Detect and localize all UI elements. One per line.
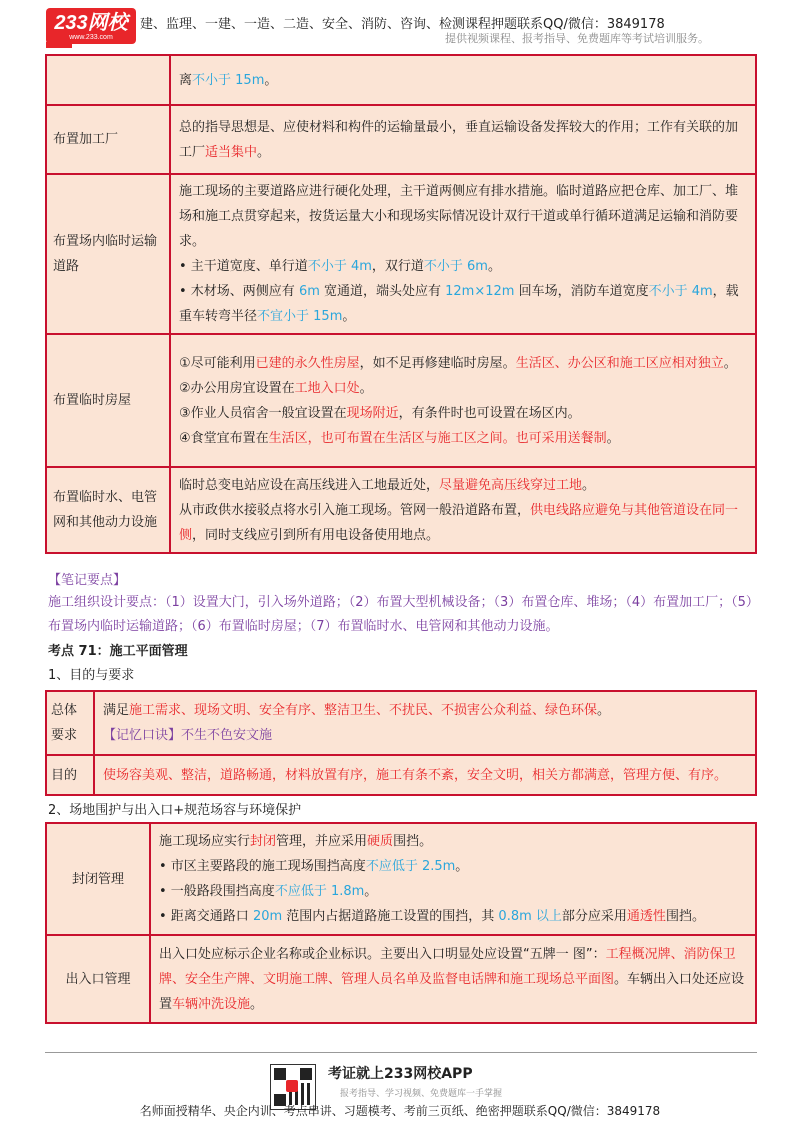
text-segment: 。 — [250, 996, 264, 1012]
footer-app-subtitle: 报考指导、学习视频、免费题库一手掌握 — [340, 1089, 503, 1099]
highlighted-text: 6m — [298, 284, 320, 299]
footer-contact: 名师面授精华、央企内训、考点串讲、习题模考、考前三页纸、绝密押题联系QQ/微信：3849178 — [139, 1104, 661, 1118]
text-segment: 。 — [723, 355, 737, 371]
text-segment: ，如不足再修建临时房屋。 — [359, 355, 516, 371]
brand-logo: 233网校 www.233.com — [46, 8, 136, 44]
highlighted-text: 不宜小于 15m — [257, 309, 343, 324]
content-line — [179, 376, 745, 401]
footer-divider — [45, 1052, 757, 1053]
text-segment: ③作业人员宿舍一般宜设置在 — [179, 405, 347, 421]
highlighted-text: 不小于 4m — [307, 259, 372, 274]
text-segment: 。 — [582, 477, 596, 493]
text-segment: 临时总变电站应设在高压线进入工地最近处， — [179, 477, 440, 493]
text-segment: 满足 — [103, 703, 130, 718]
header-contact-line: 建、监理、一建、一造、二造、安全、消防、咨询、检测课程押题联系QQ/微信：3849178 — [140, 17, 665, 32]
content-line — [159, 879, 745, 904]
subsection-title: 2、场地围护与出入口+规范场容与环境保护 — [48, 803, 302, 818]
highlighted-text: 生活区、办公区和施工区应相对独立 — [515, 355, 724, 371]
logo-accent — [46, 42, 72, 48]
highlighted-text: 封闭 — [250, 834, 277, 849]
table-row — [46, 174, 756, 334]
content-line — [179, 179, 745, 254]
row-label: 布置临时房屋 — [46, 334, 170, 467]
table-row — [46, 755, 756, 795]
row-label: 总体要求 — [46, 691, 94, 755]
content-line — [179, 401, 745, 426]
row-label: 布置加工厂 — [46, 105, 170, 174]
text-segment: 。 — [342, 309, 356, 324]
text-segment: • 主干道宽度、单行道 — [179, 259, 308, 274]
text-segment: • 市区主要路段的施工现场围挡高度 — [159, 859, 366, 874]
text-segment: ，载重车转弯半径 — [179, 284, 739, 324]
text-segment: 离 — [179, 72, 193, 88]
text-segment: ，同时支线应引到所有用电设备使用地点。 — [192, 527, 440, 543]
highlighted-text: 不小于 15m — [192, 72, 265, 88]
content-line — [159, 829, 745, 854]
row-content — [170, 334, 756, 467]
content-line — [179, 351, 745, 376]
footer-app-title: 考证就上233网校APP — [328, 1066, 473, 1082]
row-label: 目的 — [46, 755, 94, 795]
row-label: 布置场内临时运输道路 — [46, 174, 170, 334]
text-segment: 施工现场应实行 — [159, 834, 251, 849]
row-content — [94, 755, 756, 795]
site-enclosure-table — [45, 822, 757, 1024]
table-row — [46, 691, 756, 755]
highlighted-text: 不小于 6m — [423, 259, 488, 274]
highlighted-text: 不应低于 2.5m — [365, 859, 456, 874]
content-line — [179, 498, 745, 548]
content-line — [179, 426, 745, 451]
notes-text: 施工组织设计要点：（1）设置大门，引入场外道路；（2）布置大型机械设备；（3）布置仓库、堆场；（4）布置加工厂；（5）布置场内临时运输道路；（6）布置临时房屋；（7）布置临时水、电管网和其他动力设施。 — [48, 595, 753, 634]
text-segment: 施工现场的主要道路应进行硬化处理，主干道两侧应有排水措施。临时道路应把仓库、加工厂、堆场和施工点贯穿起来，按货运量大小和现场实际情况设计双行干道或单行循环道满足运输和消防要求。 — [179, 184, 739, 249]
highlighted-text: 工地入口处 — [294, 380, 360, 396]
content-line — [179, 279, 745, 329]
row-label: 出入口管理 — [46, 935, 150, 1023]
content-line — [159, 854, 745, 879]
highlighted-text: 已建的永久性房屋 — [255, 355, 360, 371]
row-label — [46, 55, 170, 105]
row-content — [170, 55, 756, 105]
text-segment: • 一般路段围挡高度 — [159, 884, 275, 899]
text-segment: ，有条件时也可设置在场区内。 — [398, 405, 581, 421]
content-line — [103, 698, 745, 723]
highlighted-text: 现场附近 — [346, 405, 399, 421]
highlighted-text: 生活区，也可布置在生活区与施工区之间。也可采用送餐制 — [268, 430, 607, 446]
content-line — [159, 942, 745, 1017]
highlighted-text: 【记忆口诀】不生不色安文施 — [103, 728, 273, 743]
text-segment: 。 — [597, 703, 611, 718]
text-segment: 管理，并应采用 — [276, 834, 368, 849]
highlighted-text: 不小于 4m — [648, 284, 713, 299]
highlighted-text: 适当集中 — [205, 144, 258, 160]
text-segment: • 木材场、两侧应有 — [179, 284, 299, 299]
highlighted-text: 硬质 — [367, 834, 394, 849]
highlighted-text: 不应低于 1.8m — [274, 884, 365, 899]
row-content — [150, 823, 756, 935]
row-content — [170, 105, 756, 174]
text-segment: 范围内占据道路施工设置的围挡，其 — [282, 909, 499, 924]
page-header — [0, 0, 800, 52]
highlighted-text: 供电线路应避免与其他管道设在同一侧 — [179, 502, 739, 543]
purpose-table — [45, 690, 757, 796]
text-segment: 。 — [455, 859, 469, 874]
text-segment: 宽通道，端头处应有 — [319, 284, 446, 299]
highlighted-text: 12m×12m — [445, 284, 515, 299]
text-segment: 。 — [364, 884, 378, 899]
text-segment: 。 — [487, 259, 501, 274]
text-segment: 。车辆出入口处还应设置 — [159, 971, 745, 1012]
text-segment: 。 — [257, 144, 271, 160]
header-service-line: 提供视频课程、报考指导、免费题库等考试培训服务。 — [445, 32, 709, 45]
table-row — [46, 823, 756, 935]
highlighted-text: 通透性 — [626, 909, 666, 924]
text-segment: 总的指导思想是、应使材料和构件的运输量最小，垂直运输设备发挥较大的作用；工作有关联的加工厂 — [179, 119, 739, 160]
table-row — [46, 334, 756, 467]
row-label: 布置临时水、电管网和其他动力设施 — [46, 467, 170, 553]
content-line — [103, 723, 745, 748]
text-segment: ，双行道 — [371, 259, 424, 274]
text-segment: 部分应采用 — [561, 909, 627, 924]
text-segment: ②办公用房宜设置在 — [179, 380, 295, 396]
content-line — [179, 473, 745, 498]
highlighted-text: 使场容美观、整洁，道路畅通，材料放置有序，施工有条不紊，安全文明，相关方都满意，管理方便、有序。 — [103, 767, 728, 783]
highlighted-text: 施工需求、现场文明、安全有序、整洁卫生、不扰民、不损害公众利益、绿色环保 — [129, 703, 598, 718]
row-label: 封闭管理 — [46, 823, 150, 935]
highlighted-text: 工程概况牌、消防保卫牌、安全生产牌、文明施工牌、管理人员名单及监督电话牌和施工现场总平面图 — [159, 946, 736, 987]
section-title: 考点 71：施工平面管理 — [48, 644, 188, 659]
text-segment: • 距离交通路口 — [159, 909, 253, 924]
text-segment: 。 — [264, 72, 278, 88]
subsection-title: 1、目的与要求 — [48, 668, 135, 683]
text-segment: 回车场，消防车道宽度 — [514, 284, 649, 299]
text-segment: 围挡。 — [393, 834, 433, 849]
content-line — [159, 904, 745, 929]
table-row — [46, 105, 756, 174]
qr-logo-icon — [286, 1080, 298, 1092]
row-content — [170, 174, 756, 334]
content-line — [179, 254, 745, 279]
highlighted-text: 尽量避免高压线穿过工地 — [439, 477, 583, 493]
text-segment: 。 — [606, 430, 620, 446]
table-row — [46, 935, 756, 1023]
table-row — [46, 55, 756, 105]
row-content — [170, 467, 756, 553]
text-segment: 从市政供水接驳点将水引入施工现场。管网一般沿道路布置， — [179, 502, 531, 518]
text-segment: 出入口处应标示企业名称或企业标识。主要出入口明显处应设置“五牌一 图”： — [159, 946, 606, 962]
highlighted-text: 20m — [252, 909, 283, 924]
text-segment: ①尽可能利用 — [179, 355, 256, 371]
notes-heading: 【笔记要点】 — [48, 573, 127, 588]
table-row — [46, 467, 756, 553]
content-line — [103, 763, 745, 788]
text-segment: ④食堂宜布置在 — [179, 430, 269, 446]
highlighted-text: 车辆冲洗设施 — [172, 996, 251, 1012]
row-content — [94, 691, 756, 755]
text-segment: 围挡。 — [665, 909, 705, 924]
highlighted-text: 0.8m 以上 — [498, 909, 562, 924]
site-layout-table — [45, 54, 757, 554]
text-segment: 。 — [359, 380, 373, 396]
row-content — [150, 935, 756, 1023]
